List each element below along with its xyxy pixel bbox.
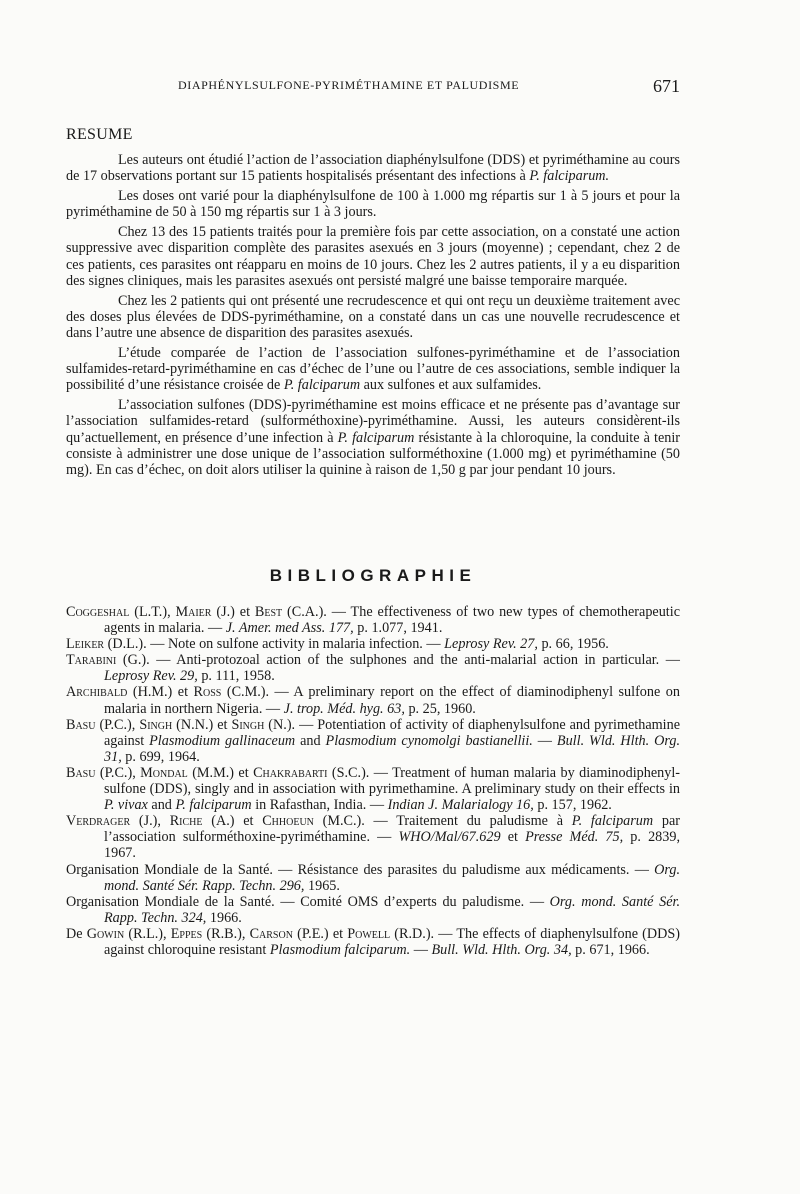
text-run: Les auteurs ont étudié l’action de l’association diaphénylsulfone (DDS) et pyriméthamine au cours de 17 observations portant sur 15 patients hospitalisés présentant des infections à xyxy=(66,152,680,185)
text-run: (N.). — Potentiation of activity of diaphenylsulfone and pyrimethamine against xyxy=(104,716,680,749)
text-run: (C.A.). — The effectiveness of two new types of chemotherapeutic agents in malaria. — xyxy=(104,604,680,637)
text-run: Organisation Mondiale de la Santé. — Résistance des parasites du paludisme aux médicaments. — xyxy=(66,861,655,878)
text-run: (G.). — Anti-protozoal action of the sulphones and the anti-malarial action in particular. — xyxy=(116,652,680,669)
text-run: (S.C.). — Treatment of human malaria by diaminodiphenyl-sulfone (DDS), singly and in association with pyrimethamine. A preliminary study on their effects in xyxy=(104,764,680,798)
text-run: p. 66, 1956. xyxy=(537,636,609,653)
italic-text: J. Amer. med Ass. 177, xyxy=(225,620,354,637)
text-run: — xyxy=(410,941,432,958)
italic-text: P. falciparum xyxy=(571,813,654,830)
text-run: p. 699, 1964. xyxy=(121,748,200,765)
text-run: et xyxy=(500,829,526,846)
italic-text: J. trop. Méd. hyg. 63, xyxy=(283,700,405,717)
text-run: and xyxy=(147,797,176,814)
author-name: Mondal xyxy=(140,764,188,781)
text-run: Chez 13 des 15 patients traités pour la première fois par cette association, on a constaté une action suppressive avec disparition complète des parasites asexués en 3 jours (moyenne) ; cependant, chez 2 de ces patients, ces parasites ont réapparu en moins de 10 jours. Chez les 2 autres patients, il y a eu disparition des signes cliniques, mais les parasites asexués ont persisté malgré une baisse temporaire marquée. xyxy=(66,224,680,289)
text-run: (M.M.) et xyxy=(187,764,254,781)
text-run: p. 157, 1962. xyxy=(533,797,612,814)
text-run: Chez les 2 patients qui ont présenté une recrudescence et qui ont reçu un deuxième traitement avec des doses plus élevées de DDS-pyriméthamine, on a constaté dans un cas une nouvelle recrudescence et dans l’autre une absence de disparition des parasites asexués. xyxy=(66,292,680,341)
text-run: (J.), xyxy=(130,813,170,830)
reference-item xyxy=(66,636,680,652)
resume-paragraph xyxy=(66,293,680,341)
text-run: p. 671, 1966. xyxy=(571,941,650,958)
text-run: p. 25, 1960. xyxy=(404,700,476,717)
author-name: Chhoeun xyxy=(262,813,314,830)
text-run: (N.N.) et xyxy=(172,716,232,733)
author-name: Coggeshal xyxy=(66,604,130,620)
reference-item xyxy=(66,926,680,958)
author-name: Powell xyxy=(347,925,391,942)
author-name: Riche xyxy=(169,813,203,830)
reference-item xyxy=(66,717,680,765)
text-run: (P.C.), xyxy=(95,716,140,733)
reference-item xyxy=(66,684,680,716)
text-run: 1965. xyxy=(304,877,340,894)
italic-text: Bull. Wld. Hlth. Org. 34, xyxy=(431,941,572,958)
author-name: Leiker xyxy=(66,636,105,653)
italic-text: Presse Méd. 75, xyxy=(525,829,624,846)
running-head xyxy=(66,76,680,96)
author-name: Maier xyxy=(175,604,212,620)
text-run: p. 111, 1958. xyxy=(197,668,275,685)
reference-item xyxy=(66,604,680,636)
text-run: p. 2839, 1967. xyxy=(104,829,680,862)
resume-heading: RESUME xyxy=(66,126,133,143)
italic-text: P. falciparum xyxy=(337,429,415,446)
text-run: (R.L.), xyxy=(124,925,171,942)
text-run: L’étude comparée de l’action de l’association sulfones-pyriméthamine et de l’association sulfamides-retard-pyriméthamine en cas d’échec de l’une ou l’autre de ces associations, semble indiquer la possibilité d’une résistance croisée de xyxy=(66,345,680,394)
bibliography-list xyxy=(66,604,680,958)
italic-text: Leprosy Rev. 29, xyxy=(104,668,198,685)
italic-text: Plasmodium cynomolgi bastianellii. xyxy=(325,732,533,749)
author-name: Carson xyxy=(249,925,293,942)
text-run: (J.) et xyxy=(211,604,255,620)
author-name: Chakrabarti xyxy=(253,764,328,781)
author-name: Eppes xyxy=(170,925,203,942)
text-run: — xyxy=(532,732,557,749)
text-run: (R.D.). — The effects of diaphenylsulfone (DDS) against chloroquine resistant xyxy=(104,925,681,958)
italic-text: P. falciparum. xyxy=(529,168,610,185)
text-run: 1966. xyxy=(206,909,242,926)
author-name: Best xyxy=(254,604,283,620)
text-run: Les doses ont varié pour la diaphénylsulfone de 100 à 1.000 mg répartis sur 1 à 5 jours et pour la pyriméthamine de 50 à 150 mg répartis sur 1 à 3 jours. xyxy=(66,188,680,221)
author-name: Singh xyxy=(139,716,173,733)
author-name: Gowin xyxy=(86,925,125,942)
italic-text: Plasmodium falciparum. xyxy=(269,941,411,958)
resume-paragraph xyxy=(66,345,680,393)
resume-paragraph xyxy=(66,397,680,477)
italic-text: Bull. Wld. Hlth. Org. 31, xyxy=(104,732,680,765)
text-run: aux sulfones et aux sulfamides. xyxy=(360,377,542,394)
italic-text: P. falciparum xyxy=(283,377,361,394)
author-name: Archibald xyxy=(66,684,128,701)
text-run: (D.L.). — Note on sulfone activity in malaria infection. — xyxy=(104,636,445,653)
text-run: (H.M.) et xyxy=(127,684,194,701)
reference-item xyxy=(66,813,680,861)
italic-text: Org. mond. Santé Sér. Rapp. Techn. 296, xyxy=(104,861,680,894)
reference-item xyxy=(66,765,680,813)
reference-item xyxy=(66,652,680,684)
author-name: Basu xyxy=(66,764,96,781)
text-run: (M.C.). — Traitement du paludisme à xyxy=(313,813,572,830)
italic-text: WHO/Mal/67.629 xyxy=(398,829,501,846)
text-run: (A.) et xyxy=(202,813,263,830)
text-run: (R.B.), xyxy=(202,925,250,942)
author-name: Ross xyxy=(193,684,222,701)
text-run: (P.E.) et xyxy=(292,925,348,942)
resume-paragraph xyxy=(66,152,680,184)
bibliography-heading: BIBLIOGRAPHIE xyxy=(269,566,477,585)
text-run: par l’association sulforméthoxine-pyriméthamine. — xyxy=(104,813,680,846)
italic-text: P. vivax xyxy=(104,797,148,814)
italic-text: Org. mond. Santé Sér. Rapp. Techn. 324, xyxy=(104,893,680,926)
text-run: (C.M.). — A preliminary report on the effect of diaminodiphenyl sulfone on malaria in northern Nigeria. — xyxy=(104,684,680,717)
text-run: in Rafasthan, India. — xyxy=(251,797,388,814)
text-run: p. 1.077, 1941. xyxy=(353,620,443,637)
text-run: De xyxy=(66,925,87,942)
italic-text: P. falciparum xyxy=(175,797,252,814)
text-run: and xyxy=(295,732,326,749)
author-name: Basu xyxy=(66,716,96,733)
resume-paragraph xyxy=(66,188,680,220)
text-run: L’association sulfones (DDS)-pyriméthamine est moins efficace et ne présente pas d’avantage sur l’association sulfamides-retard (sulforméthoxine)-pyriméthamine. Aussi, les auteurs considèrent-ils qu’actuellement, en présence d’une infection à xyxy=(66,397,680,446)
italic-text: Leprosy Rev. 27, xyxy=(444,636,538,653)
italic-text: Indian J. Malarialogy 16, xyxy=(387,797,534,814)
resume-paragraph xyxy=(66,224,680,288)
running-title: DIAPHÉNYLSULFONE-PYRIMÉTHAMINE ET PALUDISME xyxy=(178,78,520,92)
text-run: (P.C.), xyxy=(95,764,141,781)
text-run: résistante à la chloroquine, la conduite à tenir consiste à administrer une dose unique de l’association sulforméthoxine (1.000 mg) et pyriméthamine (50 mg). En cas d’échec, on doit alors utiliser la quinine à raison de 1,50 g par jour pendant 10 jours. xyxy=(66,429,680,478)
author-name: Tarabini xyxy=(66,652,117,669)
resume-body xyxy=(66,152,680,482)
author-name: Verdrager xyxy=(66,813,131,830)
reference-item xyxy=(66,862,680,894)
text-run: Organisation Mondiale de la Santé. — Comité OMS d’experts du paludisme. — xyxy=(66,893,550,910)
italic-text: Plasmodium gallinaceum xyxy=(149,732,296,749)
author-name: Singh xyxy=(231,716,265,733)
reference-item xyxy=(66,894,680,926)
page-number: 671 xyxy=(653,76,680,96)
text-run: (L.T.), xyxy=(129,604,176,620)
